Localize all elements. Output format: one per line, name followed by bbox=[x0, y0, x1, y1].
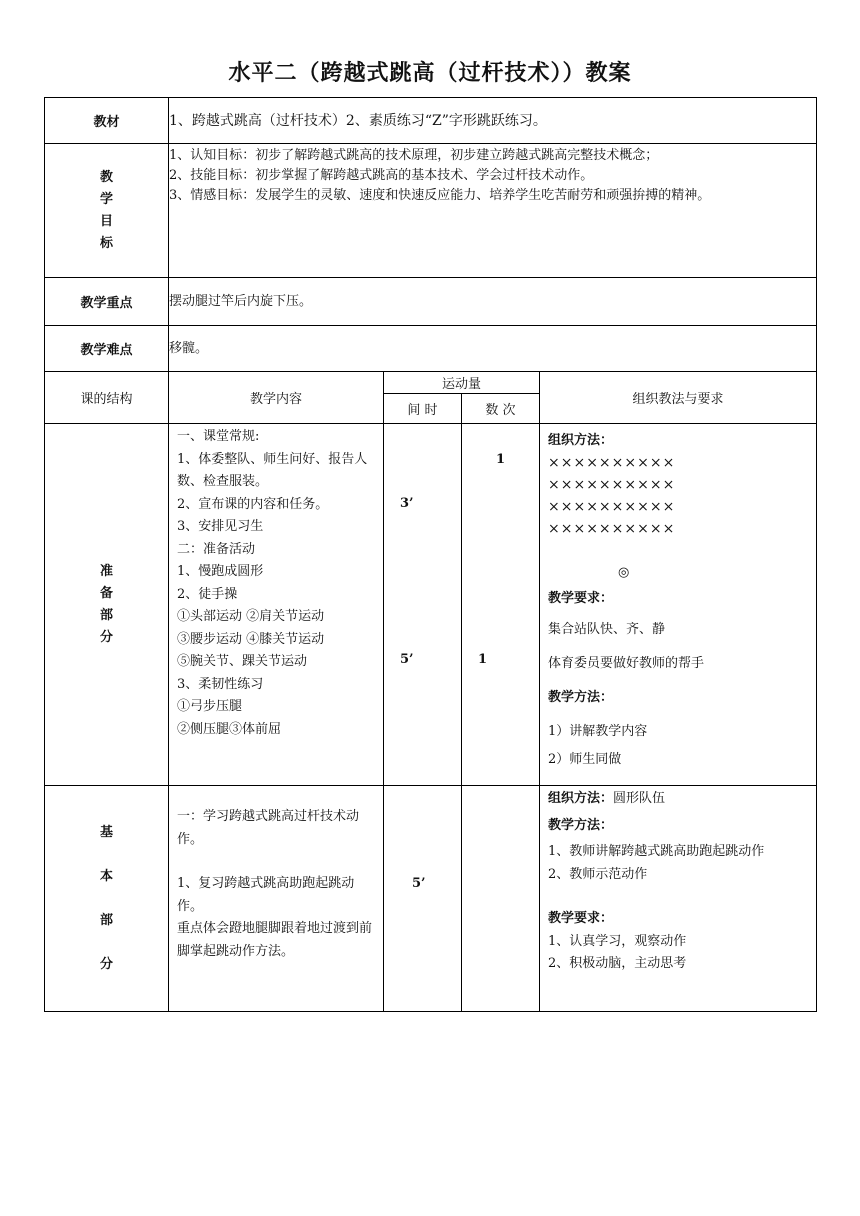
key-point-content: 摆动腿过竿后内旋下压。 bbox=[169, 278, 817, 326]
header-content: 教学内容 bbox=[169, 372, 384, 424]
prep-content-line: ⑤腕关节、踝关节运动 bbox=[177, 654, 308, 669]
prep-req-label: 教学要求： bbox=[548, 591, 614, 606]
prep-time-2: 5’ bbox=[400, 652, 414, 667]
prep-req-item: 体育委员要做好教师的帮手 bbox=[548, 656, 705, 671]
prep-content bbox=[169, 424, 384, 786]
prep-label-char: 部 bbox=[99, 607, 113, 623]
page-title: 水平二（跨越式跳高（过杆技术））教案 bbox=[228, 61, 632, 86]
basic-org-value: 圆形队伍 bbox=[613, 791, 666, 806]
prep-label bbox=[45, 424, 169, 786]
basic-label-char: 分 bbox=[99, 956, 113, 972]
material-row bbox=[45, 98, 817, 144]
basic-method-item: 2、教师示范动作 bbox=[548, 866, 648, 882]
basic-method-label: 教学方法： bbox=[548, 817, 614, 833]
basic-req-label: 教学要求： bbox=[548, 911, 614, 926]
header-structure: 课的结构 bbox=[45, 372, 169, 424]
objectives-label-char: 标 bbox=[99, 235, 113, 251]
objectives-label-char: 教 bbox=[99, 169, 113, 185]
prep-content-line: 3、柔韧性练习 bbox=[177, 676, 264, 692]
header-time: 间 时 bbox=[384, 394, 462, 424]
prep-count-1: 1 bbox=[496, 452, 506, 467]
objective-item: 1、认知目标：初步了解跨越式跳高的技术原理，初步建立跨越式跳高完整技术概念； bbox=[169, 148, 659, 163]
material-label: 教材 bbox=[45, 98, 169, 144]
basic-row bbox=[45, 786, 817, 1012]
header-count: 数 次 bbox=[462, 394, 540, 424]
prep-content-line: ①头部运动 ②肩关节运动 bbox=[177, 609, 325, 624]
formation-row: ×××××××××× bbox=[548, 521, 676, 537]
objectives-row bbox=[45, 144, 817, 278]
prep-method bbox=[540, 424, 817, 786]
prep-label-char: 准 bbox=[99, 563, 113, 579]
key-point-row bbox=[45, 278, 817, 326]
basic-label bbox=[45, 786, 169, 1012]
prep-content-line: 2、宣布课的内容和任务。 bbox=[177, 496, 329, 512]
prep-count-2: 1 bbox=[478, 652, 488, 667]
objectives-label-char: 目 bbox=[99, 213, 113, 229]
prep-content-line: 2、徒手操 bbox=[177, 586, 238, 602]
prep-method-label: 教学方法： bbox=[548, 690, 614, 705]
basic-time: 5’ bbox=[412, 876, 426, 891]
objective-item: 2、技能目标：初步掌握了解跨越式跳高的基本技术、学会过杆技术动作。 bbox=[169, 168, 594, 183]
basic-method bbox=[540, 786, 817, 1012]
key-point-label: 教学重点 bbox=[45, 278, 169, 326]
difficulty-content: 移髋。 bbox=[169, 326, 817, 372]
basic-content-line: 重点体会蹬地腿脚跟着地过渡到前脚掌起跳动作方法。 bbox=[177, 921, 373, 959]
basic-org-label: 组织方法： bbox=[548, 791, 614, 806]
difficulty-label: 教学难点 bbox=[45, 326, 169, 372]
prep-time-cell bbox=[384, 424, 462, 786]
basic-req-item: 2、积极动脑，主动思考 bbox=[548, 956, 687, 971]
header-row bbox=[45, 372, 817, 394]
basic-content-line: 1、复习跨越式跳高助跑起跳动作。 bbox=[177, 876, 355, 914]
prep-label-char: 分 bbox=[99, 629, 113, 645]
prep-req-item: 集合站队快、齐、静 bbox=[548, 622, 666, 637]
prep-org-label: 组织方法： bbox=[548, 433, 614, 448]
formation-row: ×××××××××× bbox=[548, 477, 676, 493]
prep-content-line: ①弓步压腿 bbox=[177, 699, 243, 714]
header-load: 运动量 bbox=[384, 372, 540, 394]
prep-method-item: 2）师生同做 bbox=[548, 752, 622, 767]
basic-label-char: 部 bbox=[99, 912, 113, 928]
prep-time-1: 3’ bbox=[400, 496, 414, 511]
prep-label-char: 备 bbox=[99, 585, 113, 601]
basic-count-cell bbox=[462, 786, 540, 1012]
basic-method-item: 1、教师讲解跨越式跳高助跑起跳动作 bbox=[548, 844, 765, 859]
prep-content-line: 1、体委整队、师生问好、报告人数、检查服装。 bbox=[177, 451, 368, 489]
prep-content-line: 一、课堂常规: bbox=[177, 429, 260, 444]
basic-label-char: 基 bbox=[99, 824, 113, 840]
basic-content bbox=[169, 786, 384, 1012]
basic-time-cell bbox=[384, 786, 462, 1012]
basic-req-item: 1、认真学习，观察动作 bbox=[548, 933, 687, 949]
objectives-label bbox=[45, 144, 169, 278]
formation-row: ×××××××××× bbox=[548, 455, 676, 471]
difficulty-row bbox=[45, 326, 817, 372]
prep-content-line: 二：准备活动 bbox=[177, 541, 256, 557]
objectives-content bbox=[169, 144, 817, 278]
objective-item: 3、情感目标：发展学生的灵敏、速度和快速反应能力、培养学生吃苦耐劳和顽强拚搏的精神。 bbox=[169, 188, 711, 203]
formation-row: ×××××××××× bbox=[548, 499, 676, 515]
prep-row bbox=[45, 424, 817, 786]
prep-content-line: 1、慢跑成圆形 bbox=[177, 564, 264, 579]
header-method: 组织教法与要求 bbox=[540, 372, 817, 424]
prep-content-line: 3、安排见习生 bbox=[177, 519, 264, 534]
prep-method-item: 1）讲解教学内容 bbox=[548, 724, 648, 739]
teacher-position-mark: ◎ bbox=[618, 565, 630, 580]
lesson-plan-table bbox=[44, 97, 817, 1012]
material-content: 1、跨越式跳高（过杆技术）2、素质练习“Z”字形跳跃练习。 bbox=[169, 98, 817, 144]
basic-content-line: 一：学习跨越式跳高过杆技术动作。 bbox=[177, 809, 360, 847]
basic-label-char: 本 bbox=[99, 868, 113, 884]
prep-content-line: ②侧压腿③体前屈 bbox=[177, 721, 282, 737]
basic-content-line bbox=[177, 851, 377, 873]
prep-content-line: ③腰步运动 ④膝关节运动 bbox=[177, 631, 325, 647]
prep-count-cell bbox=[462, 424, 540, 786]
objectives-label-char: 学 bbox=[99, 191, 113, 207]
